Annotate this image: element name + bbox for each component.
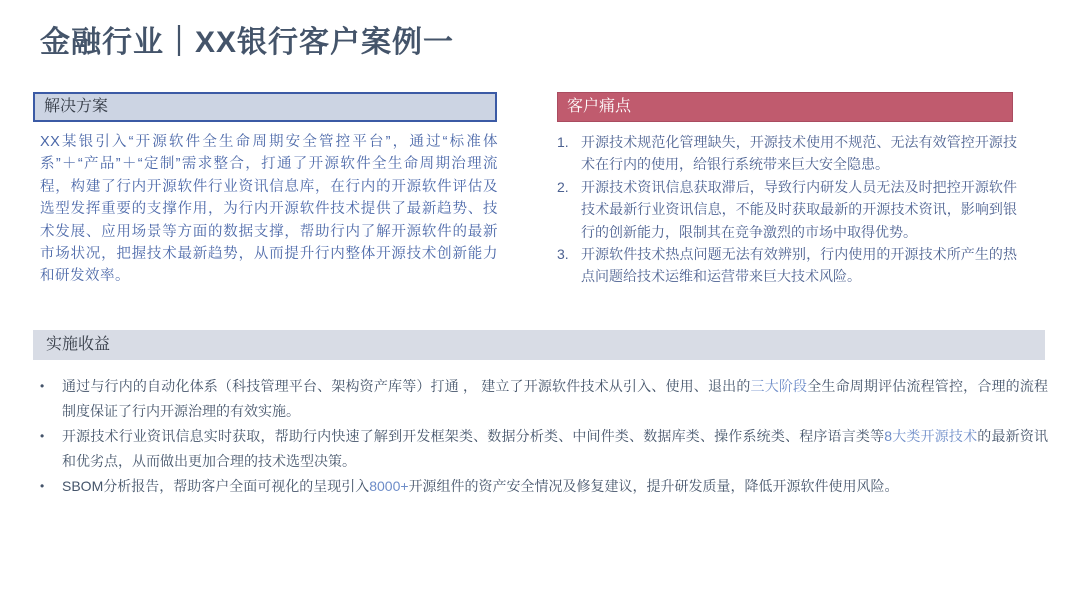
benefit-text-pre: SBOM分析报告，帮助客户全面可视化的呈现引入 [62, 478, 370, 494]
benefit-item [40, 424, 1048, 474]
benefit-text-pre: 通过与行内的自动化体系（科技管理平台、架构资产库等）打通 ， 建立了开源软件技术从引入、使用、退出的 [62, 378, 751, 394]
pain-point-item [557, 243, 1017, 288]
bullet-icon: • [40, 429, 45, 443]
pain-point-item [557, 131, 1017, 176]
solution-body: XX某银引入“开源软件全生命周期安全管控平台”，通过“标准体系”＋“产品”＋“定制”需求整合，打通了开源软件全生命周期治理流程，构建了行内开源软件行业资讯信息库，在行内的开源软件评估及选型发挥重要的支撑作用，为行内开源软件技术提供了最新趋势、技术发展、应用场景等方面的数据支撑，帮助行内了解开源软件的最新市场状况，把握技术最新趋势，从而提升行内整体开源技术创新能力和研发效率。 [40, 134, 498, 285]
pain-point-text: 开源软件技术热点问题无法有效辨别，行内使用的开源技术所产生的热点问题给技术运维和运营带来巨大技术风险。 [581, 246, 1017, 285]
benefit-text-highlight: 8000+ [369, 478, 409, 494]
benefits-list [40, 374, 1048, 499]
pain-points-list [557, 131, 1017, 288]
pain-point-item [557, 176, 1017, 243]
benefit-text-pre: 开源技术行业资讯信息实时获取，帮助行内快速了解到开发框架类、数据分析类、中间件类、数据库类、操作系统类、程序语言类等 [62, 428, 885, 444]
bullet-icon: • [40, 479, 45, 493]
benefit-text-post: 的最新资讯和优劣点，从而做出更加合理的技术选型决策。 [62, 428, 1049, 469]
benefit-text [62, 374, 1048, 424]
bullet-icon: • [40, 379, 45, 393]
solution-header: 解决方案 [33, 92, 497, 122]
page-title: 金融行业｜XX银行客户案例一 [40, 26, 455, 59]
benefits-header: 实施收益 [33, 330, 1045, 360]
pain-point-number: 3. [557, 246, 569, 263]
pain-point-text: 开源技术规范化管理缺失，开源技术使用不规范、无法有效管控开源技术在行内的使用，给银行系统带来巨大安全隐患。 [581, 134, 1017, 173]
benefit-item [40, 474, 1048, 499]
pain-point-number: 2. [557, 178, 569, 195]
pain-point-text: 开源技术资讯信息获取滞后，导致行内研发人员无法及时把控开源软件技术最新行业资讯信息，不能及时获取最新的开源技术资讯，影响到银行的创新能力，限制其在竞争激烈的市场中取得优势。 [581, 178, 1017, 240]
benefit-text-post: 开源组件的资产安全情况及修复建议，提升研发质量，降低开源软件使用风险。 [408, 478, 899, 494]
benefit-item [40, 374, 1048, 424]
benefit-text [62, 424, 1048, 474]
pain-points-header: 客户痛点 [557, 92, 1013, 122]
benefit-text [62, 474, 1048, 499]
benefit-text-post: 全生命周期评估流程管控，合理的流程制度保证了行内开源治理的有效实施。 [62, 378, 1049, 419]
benefit-text-highlight: 三大阶段 [750, 378, 808, 394]
pain-point-number: 1. [557, 134, 569, 150]
benefit-text-highlight: 8大类开源技术 [884, 428, 978, 444]
